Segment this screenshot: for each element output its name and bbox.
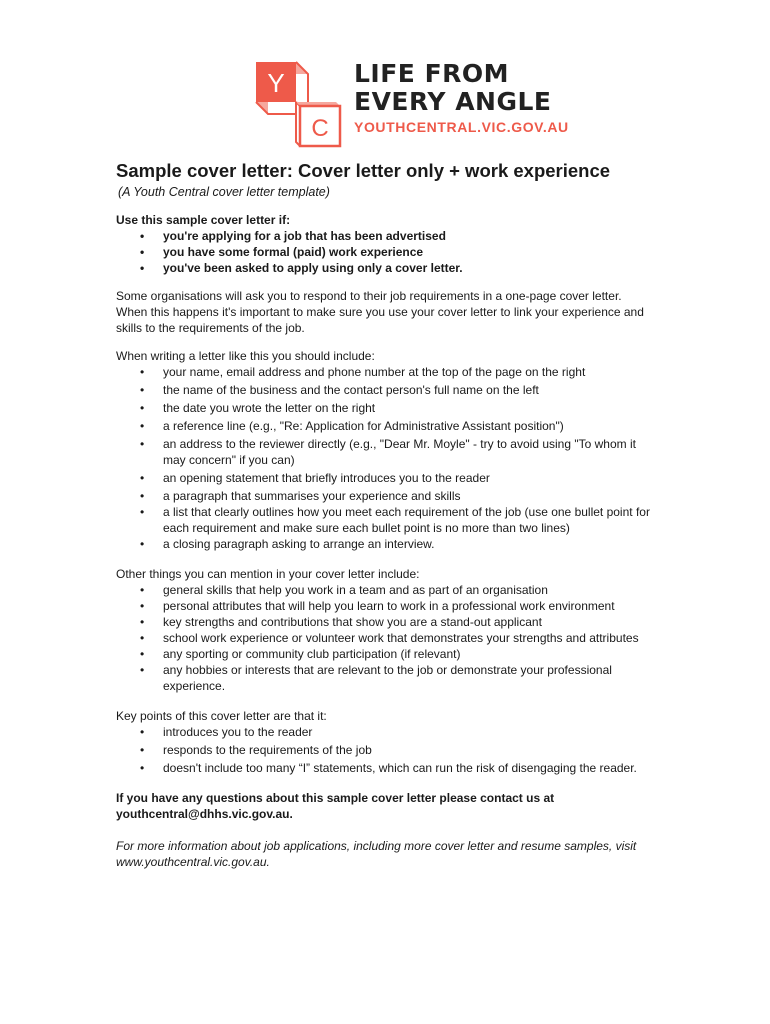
list-item: • personal attributes that will help you learn to work in a professional work environment xyxy=(140,599,615,613)
logo-c-letter: C xyxy=(311,115,329,142)
include-list xyxy=(116,364,656,552)
list-item: • an address to the reviewer directly (e.g., "Dear Mr. Moyle" - try to avoid using "To whom it may concern" if you can) xyxy=(140,437,636,467)
list-item: • a closing paragraph asking to arrange an interview. xyxy=(140,537,435,551)
list-item: • the date you wrote the letter on the right xyxy=(140,401,376,415)
document-title: Sample cover letter: Cover letter only + work experience xyxy=(116,160,611,181)
list-item: • a reference line (e.g., "Re: Application for Administrative Assistant position") xyxy=(140,419,564,433)
list-item: • you're applying for a job that has been advertised xyxy=(140,229,446,243)
list-item: • doesn't include too many “I” statements, which can run the risk of disengaging the reader. xyxy=(140,761,637,775)
list-item: • you have some formal (paid) work experience xyxy=(140,245,424,259)
list-item: • an opening statement that briefly introduces you to the reader xyxy=(140,471,490,485)
logo-line-2: EVERY ANGLE xyxy=(354,87,552,116)
logo-line-1: LIFE FROM xyxy=(354,59,510,88)
list-item: • your name, email address and phone number at the top of the page on the right xyxy=(140,365,586,379)
list-item: • the name of the business and the contact person's full name on the left xyxy=(140,383,539,397)
logo-y-letter: Y xyxy=(267,68,285,98)
include-heading: When writing a letter like this you should include: xyxy=(116,349,375,363)
list-item: • you've been asked to apply using only a cover letter. xyxy=(140,261,463,275)
more-info-paragraph: For more information about job applications, including more cover letter and resume samples, visit www.youthcentral.vic.gov.au. xyxy=(116,839,637,869)
intro-paragraph: Some organisations will ask you to respond to their job requirements in a one-page cover letter. When this happens it's important to make sure you use your cover letter to link your experience and skills to the requirements of the job. xyxy=(116,289,644,335)
list-item: • a list that clearly outlines how you meet each requirement of the job (use one bullet point for each requirement and make sure each bullet point is no more than two lines) xyxy=(140,505,650,535)
document-subtitle: (A Youth Central cover letter template) xyxy=(118,185,330,199)
contact-paragraph: If you have any questions about this sample cover letter please contact us at youthcentral@dhhs.vic.gov.au. xyxy=(116,791,555,821)
list-item: • any hobbies or interests that are relevant to the job or demonstrate your professional experience. xyxy=(140,663,612,693)
youth-central-logo-icon xyxy=(252,58,344,150)
key-points-heading: Key points of this cover letter are that it: xyxy=(116,709,327,723)
list-item: • key strengths and contributions that show you are a stand-out applicant xyxy=(140,615,542,629)
use-if-heading: Use this sample cover letter if: xyxy=(116,213,291,227)
logo-text-block xyxy=(354,59,569,135)
list-item: • a paragraph that summarises your experience and skills xyxy=(140,489,461,503)
use-if-list xyxy=(116,228,656,276)
list-item: • introduces you to the reader xyxy=(140,725,313,739)
list-item: • responds to the requirements of the job xyxy=(140,743,372,757)
list-item: • school work experience or volunteer work that demonstrates your strengths and attributes xyxy=(140,631,639,645)
logo-url: YOUTHCENTRAL.VIC.GOV.AU xyxy=(354,119,569,135)
other-heading: Other things you can mention in your cover letter include: xyxy=(116,567,420,581)
other-list xyxy=(116,582,656,694)
key-points-list xyxy=(116,724,656,776)
document-body xyxy=(116,160,656,870)
list-item: • general skills that help you work in a team and as part of an organisation xyxy=(140,583,548,597)
list-item: • any sporting or community club participation (if relevant) xyxy=(140,647,461,661)
